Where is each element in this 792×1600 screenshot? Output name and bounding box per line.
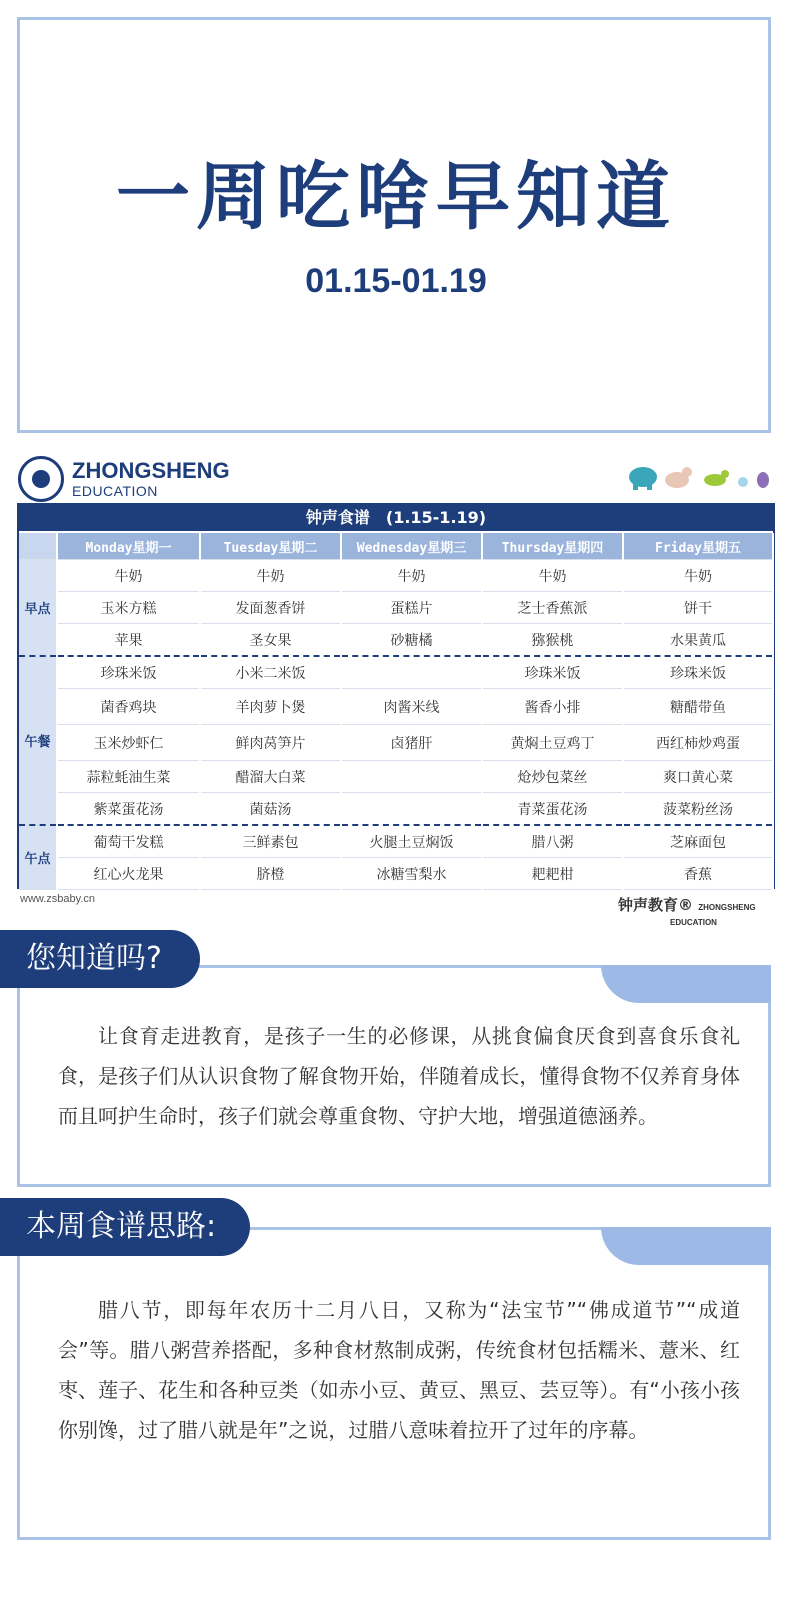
table-row [19,560,773,592]
menu-cell: 牛奶 [200,560,341,592]
menu-cell: 香蕉 [623,858,773,890]
table-row [19,761,773,793]
menu-cell: 醋溜大白菜 [200,761,341,793]
brand-name: ZHONGSHENG [72,458,230,483]
menu-cell: 酱香小排 [482,689,623,725]
day-header: Thursday星期四 [482,533,623,560]
menu-cell: 卤猪肝 [341,725,482,761]
menu-cell: 芝麻面包 [623,825,773,858]
menu-cell: 珍珠米饭 [482,656,623,689]
menu-cell: 脐橙 [200,858,341,890]
menu-cell: 发面葱香饼 [200,592,341,624]
menu-cell: 小米二米饭 [200,656,341,689]
menu-cell: 菌香鸡块 [57,689,200,725]
menu-cell: 砂糖橘 [341,624,482,657]
menu-cell: 红心火龙果 [57,858,200,890]
menu-cell: 水果黄瓜 [623,624,773,657]
menu-cell: 玉米炒虾仁 [57,725,200,761]
menu-cell: 猕猴桃 [482,624,623,657]
footer-brand: 钟声教育® ZHONGSHENG $^{EDUCATION}$ [618,896,756,927]
section-label: 早点 [19,560,57,657]
menu-cell: 饼干 [623,592,773,624]
menu-cell: 苹果 [57,624,200,657]
info-paragraph: 腊八节，即每年农历十二月八日，又称为“法宝节”“佛成道节”“成道会”等。腊八粥营养搭配，多种食材熬制成粥，传统食材包括糯米、薏米、红枣、莲子、花生和各种豆类（如赤小豆、黄豆、黑豆、芸豆等）。有“小孩小孩你别馋，过了腊八就是年”之说，过腊八意味着拉开了过年的序幕。 [58,1298,740,1442]
menu-cell: 葡萄干发糕 [57,825,200,858]
menu-cell: 黄焖土豆鸡丁 [482,725,623,761]
menu-cell: 牛奶 [623,560,773,592]
menu-cell: 蒜粒蚝油生菜 [57,761,200,793]
menu-cell: 芝士香蕉派 [482,592,623,624]
footer-brand-cn: 钟声教育 [618,896,679,914]
corner-decoration [601,1227,771,1265]
footer-brand-en: ZHONGSHENG [698,903,756,912]
table-row [19,592,773,624]
menu-cell: 青菜蛋花汤 [482,793,623,826]
menu-cell: 肉酱米线 [341,689,482,725]
menu-cell: 紫菜蛋花汤 [57,793,200,826]
corner-decoration [601,965,771,1003]
day-header: Friday星期五 [623,533,773,560]
menu-cell: 珍珠米饭 [623,656,773,689]
menu-table [19,533,774,890]
menu-cell: 腊八粥 [482,825,623,858]
menu-cell: 牛奶 [341,560,482,592]
menu-cell: 爽口黄心菜 [623,761,773,793]
table-row [19,793,773,826]
info-paragraph: 让食育走进教育，是孩子一生的必修课，从挑食偏食厌食到喜食乐食礼食，是孩子们从认识食物了解食物开始，伴随着成长，懂得食物不仅养育身体而且呵护生命时，孩子们就会尊重食物、守护大地，增强道德涵养。 [58,1024,740,1128]
menu-cell: 糖醋带鱼 [623,689,773,725]
section-label: 午点 [19,825,57,890]
table-row [19,858,773,890]
menu-cell [341,656,482,689]
footer-brand-en-sub: EDUCATION [670,918,717,927]
menu-cell [341,761,482,793]
day-header: Wednesday星期三 [341,533,482,560]
menu-cell: 牛奶 [57,560,200,592]
menu-cell: 蛋糕片 [341,592,482,624]
menu-cell: 菌菇汤 [200,793,341,826]
animal-decoration-icon [625,462,775,492]
menu-title: 钟声食谱 (1.15-1.19) [19,505,773,531]
menu-header-row [19,533,773,560]
header-corner [19,533,57,560]
menu-cell [341,793,482,826]
day-header: Tuesday星期二 [200,533,341,560]
menu-table-panel [17,503,775,889]
brand-subtitle: EDUCATION [72,483,158,499]
date-range: 01.15-01.19 [305,262,487,300]
section-heading: 您知道吗? [0,930,200,988]
section-label: 午餐 [19,656,57,825]
day-header: Monday星期一 [57,533,200,560]
website-url: www.zsbaby.cn [20,893,95,905]
menu-cell: 三鲜素包 [200,825,341,858]
table-row [19,656,773,689]
table-row [19,725,773,761]
school-logo [18,456,64,502]
menu-cell: 冰糖雪梨水 [341,858,482,890]
table-row [19,689,773,725]
menu-cell: 西红柿炒鸡蛋 [623,725,773,761]
table-row [19,825,773,858]
menu-cell: 羊肉萝卜煲 [200,689,341,725]
menu-cell: 牛奶 [482,560,623,592]
menu-cell: 圣女果 [200,624,341,657]
menu-cell: 菠菜粉丝汤 [623,793,773,826]
page-title: 一周吃啥早知道 [116,154,676,240]
menu-cell: 玉米方糕 [57,592,200,624]
menu-cell: 鲜肉莴笋片 [200,725,341,761]
menu-cell: 耙耙柑 [482,858,623,890]
menu-cell: 炝炒包菜丝 [482,761,623,793]
section-heading: 本周食谱思路: [0,1198,250,1256]
table-row [19,624,773,657]
menu-cell: 火腿土豆焖饭 [341,825,482,858]
menu-cell: 珍珠米饭 [57,656,200,689]
